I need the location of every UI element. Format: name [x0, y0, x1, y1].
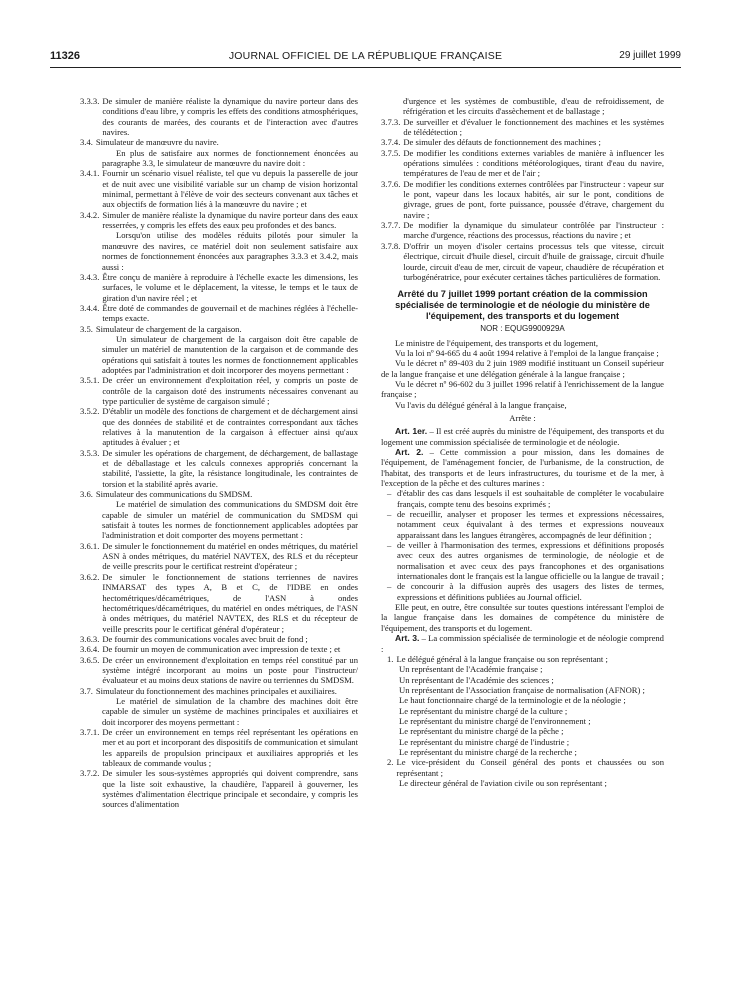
- list-item: 3.4.2. Simuler de manière réaliste la dynamique du navire porteur dans des eaux resserrées, y compris les effets des eaux peu profondes et des bancs.: [80, 209, 358, 231]
- list-item: 3.6.1. De simuler le fonctionnement du matériel en ondes métriques, du matériel ASN à ondes métriques, du matériel NAVTEX, des RLS et du récepteur de veille prescrits pour le certificat restreint d'opérateur ;: [80, 540, 358, 572]
- list-item: Le représentant du ministre chargé de la pêche ;: [399, 726, 564, 737]
- left-column: [80, 96, 358, 810]
- list-item: Le haut fonctionnaire chargé de la terminologie et de la néologie ;: [399, 695, 626, 706]
- list-item: 3.6.5. De créer un environnement d'exploitation en temps réel constitué par un système intégré incorporant au moins un poste pour l'instructeur/évaluateur et au moins deux stations de navire ou terriennes du SMDSM.: [80, 654, 358, 686]
- list-item: Le représentant du ministre chargé de l'industrie ;: [399, 736, 570, 747]
- list-item: – de concourir à la diffusion auprès des usagers des listes de termes, expressions et définitions publiées au Journal officiel.: [387, 581, 664, 602]
- paragraph: Le matériel de simulation de la chambre des machines doit être capable de simuler un système de machines principales et auxiliaires et doit incorporer des moyens permettant :: [102, 695, 358, 727]
- arrete-heading: Arrête :: [509, 412, 536, 423]
- list-item: Le directeur général de l'aviation civile ou son représentant ;: [399, 777, 607, 788]
- list-item: 3.5.1. De créer un environnement d'exploitation réel, y compris un poste de contrôle de la cargaison doté des instruments nécessaires convenant au type particulier de système de cargaison simulé ;: [80, 375, 358, 406]
- list-item: Le représentant du ministre chargé de la recherche ;: [399, 746, 577, 757]
- paragraph: En plus de satisfaire aux normes de fonctionnement énoncées au paragraphe 3.3, le simulateur de manœuvre du navire doit :: [102, 147, 358, 169]
- list-item: Le représentant du ministre chargé de la culture ;: [399, 705, 568, 716]
- paragraph: Lorsqu'on utilise des modèles réduits pilotés pour simuler la manœuvre des navires, ce matériel doit non seulement satisfaire aux normes de fonctionnement énoncées aux paragraphes 3.3.3 et 3.4.2, mais aussi :: [102, 230, 358, 272]
- list-item: 3.7.1. De créer un environnement en temps réel représentant les opérations en mer et au port et incorporant des dispositifs de communication et simulant les appareils de propulsion principaux et auxiliaires appropriés et les tableaux de commande voulus ;: [80, 726, 358, 768]
- list-item: 3.7.7. De modifier la dynamique du simulateur contrôlée par l'instructeur : marche d'urgence, réactions des processus, réactions du navire ; et: [381, 220, 664, 241]
- visa: Vu la loi nº 94-665 du 4 août 1994 relative à l'emploi de la langue française ;: [395, 347, 659, 358]
- paragraph: Un simulateur de chargement de la cargaison doit être capable de simuler un matériel de manutention de la cargaison et de commande des opérations qui satisfait à toutes les normes de fonctionnement applicables adoptées par l'administration et doit incorporer des moyens permettant :: [102, 333, 358, 375]
- list-item: 3.7.4. De simuler des défauts de fonctionnement des machines ;: [381, 137, 601, 148]
- list-item: 3.7.8. D'offrir un moyen d'isoler certains processus tels que vitesse, circuit électrique, circuit d'huile diesel, circuit d'huile de graissage, circuit d'huile lourde, circuit d'eau de mer, circuit de vapeur, chaudière de récupération et turbogénératrice, pour exécuter certaines tâches particulières de formation.: [381, 240, 664, 282]
- list-item: – de recueillir, analyser et proposer les termes et expressions nécessaires, notamment ceux équivalant à des termes et expressions nouveaux apparaissant dans les langues étrangères, accompagnés de leur définition ;: [387, 509, 664, 540]
- journal-title: JOURNAL OFFICIEL DE LA RÉPUBLIQUE FRANÇAISE: [228, 50, 503, 62]
- article-1: Art. 1er. – Il est créé auprès du ministre de l'équipement, des transports et du logement une commission spécialisée de terminologie et de néologie.: [381, 426, 664, 447]
- list-item: Un représentant de l'Académie des sciences ;: [399, 674, 554, 685]
- list-item: Un représentant de l'Association française de normalisation (AFNOR) ;: [399, 684, 645, 695]
- list-item: Le représentant du ministre chargé de l'environnement ;: [399, 715, 591, 726]
- list-item: 3.7.3. De surveiller et d'évaluer le fonctionnement des machines et les systèmes de télédétection ;: [381, 116, 664, 138]
- publication-date: 29 juillet 1999: [619, 50, 681, 61]
- list-item: 3.5. Simulateur de chargement de la cargaison.: [80, 323, 242, 334]
- list-item: 3.4. Simulateur de manœuvre du navire.: [80, 137, 219, 148]
- visa: Vu le décret nº 89-403 du 2 juin 1989 modifié instituant un Conseil supérieur de la langue française et une délégation générale à la langue française ;: [381, 358, 664, 379]
- member-list: [381, 664, 664, 757]
- list-item: 3.6.4. De fournir un moyen de communication avec impression de texte ; et: [80, 644, 341, 655]
- list-item: 3.5.2. D'établir un modèle des fonctions de chargement et de déchargement ainsi que des données de stabilité et de contraintes correspondant aux tâches relatives à la manutention de la cargaison à effectuer ainsi qu'aux aptitudes à évaluer ; et: [80, 406, 358, 448]
- list-item: Un représentant de l'Académie française ;: [399, 664, 543, 675]
- list-item: 3.5.3. De simuler les opérations de chargement, de déchargement, de ballastage et de déballastage et les calculs connexes appropriés concernant la stabilité, l'assiette, la gîte, la résistance longitudinale, les contraintes de torsion et la stabilité après avarie.: [80, 447, 358, 489]
- paragraph: Elle peut, en outre, être consultée sur toutes questions intéressant l'emploi de la langue française dans les domaines de compétence du ministère de l'équipement, des transports et du logement.: [381, 602, 664, 633]
- paragraph-continued: d'urgence et les systèmes de combustible, d'eau de refroidissement, de réfrigération et les circuits d'assèchement et de ballastage ;: [403, 96, 664, 117]
- list-item: 3.3.3. De simuler de manière réaliste la dynamique du navire porteur dans des conditions d'eau libre, y compris les effets des conditions atmosphériques, des courants de marées, des courants et de l'interaction avec d'autres navires.: [80, 96, 358, 138]
- list-item: 3.7.5. De modifier les conditions externes variables de manière à influencer les opérations simulées : conditions météorologiques, tirant d'eau du navire, températures de l'eau de mer et de l'air ;: [381, 147, 664, 179]
- list-item: 3.4.1. Fournir un scénario visuel réaliste, tel que vu depuis la passerelle de jour et de nuit avec une visibilité variable sur un champ de vision horizontal minimal, permettant à l'élève de voir des secteurs convenant aux tâches et aux objectifs de formation liés à la manœuvre du navire ; et: [80, 168, 358, 210]
- list-item: 3.7.2. De simuler les sous-systèmes appropriés qui doivent comprendre, sans que la liste soit exhaustive, la chaudière, l'appareil à gouverner, les systèmes d'alimentation électrique principale et secondaire, y compris les sources d'alimentation: [80, 768, 358, 810]
- paragraph: Le matériel de simulation des communications du SMDSM doit être capable de simuler un matériel de communication du SMDSM qui satisfait à toutes les normes de fonctionnement applicables adoptées par l'administration et doit comporter des moyens permettant :: [102, 499, 358, 541]
- visa: Vu l'avis du délégué général à la langue française,: [395, 399, 567, 410]
- visa: Vu le décret nº 96-602 du 3 juillet 1996 relatif à l'enrichissement de la langue française ;: [381, 378, 664, 400]
- arrete-title: Arrêté du 7 juillet 1999 portant création de la commission spécialisée de terminologie et de néologie du ministère de l'équipement, des transports et du logement: [395, 289, 650, 322]
- article-3: Art. 3. – La commission spécialisée de terminologie et de néologie comprend :: [381, 633, 664, 654]
- list-item: – de veiller à l'harmonisation des termes, expressions et définitions proposés avec ceux des autres organismes de terminologie, de néologie et de normalisation et avec ceux des pays francophones et des organisations internationales dont le français est la langue officielle ou la langue de travail ;: [387, 540, 664, 582]
- list-item: 3.7.6. De modifier les conditions externes contrôlées par l'instructeur : vapeur sur le pont, vapeur dans les locaux habités, air sur le pont, conditions de givrage, grues de pont, forte puissance, poussée d'étrave, chargement du navire ;: [381, 178, 664, 220]
- member-list: [381, 778, 664, 788]
- nor-reference: NOR : EQUG9900929A: [480, 324, 565, 334]
- list-item: 3.7. Simulateur du fonctionnement des machines principales et auxiliaires.: [80, 685, 337, 696]
- list-item: – d'établir des cas dans lesquels il est souhaitable de compléter le vocabulaire français, compte tenu des besoins exprimés ;: [387, 488, 664, 509]
- visa: Le ministre de l'équipement, des transports et du logement,: [395, 337, 598, 348]
- list-item: 3.6. Simulateur des communications du SMDSM.: [80, 489, 253, 500]
- page-header: [50, 46, 681, 68]
- right-column: [381, 96, 664, 788]
- list-item: 2. Le vice-président du Conseil général des ponts et chaussées ou son représentant ;: [387, 757, 664, 778]
- list-item: 3.4.4. Être doté de commandes de gouvernail et de machines réglées à l'échelle-temps exacte.: [80, 302, 358, 324]
- list-item: 3.6.2. De simuler le fonctionnement de stations terriennes de navires INMARSAT des types A, B et C, de l'IDBE en ondes hectométriques/décamétriques, de l'ASN à ondes hectométriques/décamétriques, du matériel en ondes métriques, de l'ASN à ondes métriques, du matériel NAVTEX, des RLS et du récepteur de veille prescrits pour le certificat général d'opérateur ;: [80, 571, 358, 634]
- article-2: Art. 2. – Cette commission a pour mission, dans les domaines de l'équipement, de l'aménagement foncier, de l'urbanisme, de la construction, de l'habitat, des transports et de leurs infrastructures, du tourisme et de la mer, à l'exception de la pêche et des cultures marines :: [381, 446, 664, 488]
- page-number: 11326: [50, 50, 80, 62]
- list-item: 3.6.3. De fournir des communications vocales avec bruit de fond ;: [80, 633, 308, 644]
- list-item: 3.4.3. Être conçu de manière à reproduire à l'échelle exacte les dimensions, les surfaces, le volume et le déplacement, la vitesse, le temps et le taux de giration d'un navire réel ; et: [80, 271, 358, 303]
- list-item: 1. Le délégué général à la langue française ou son représentant ;: [387, 653, 608, 664]
